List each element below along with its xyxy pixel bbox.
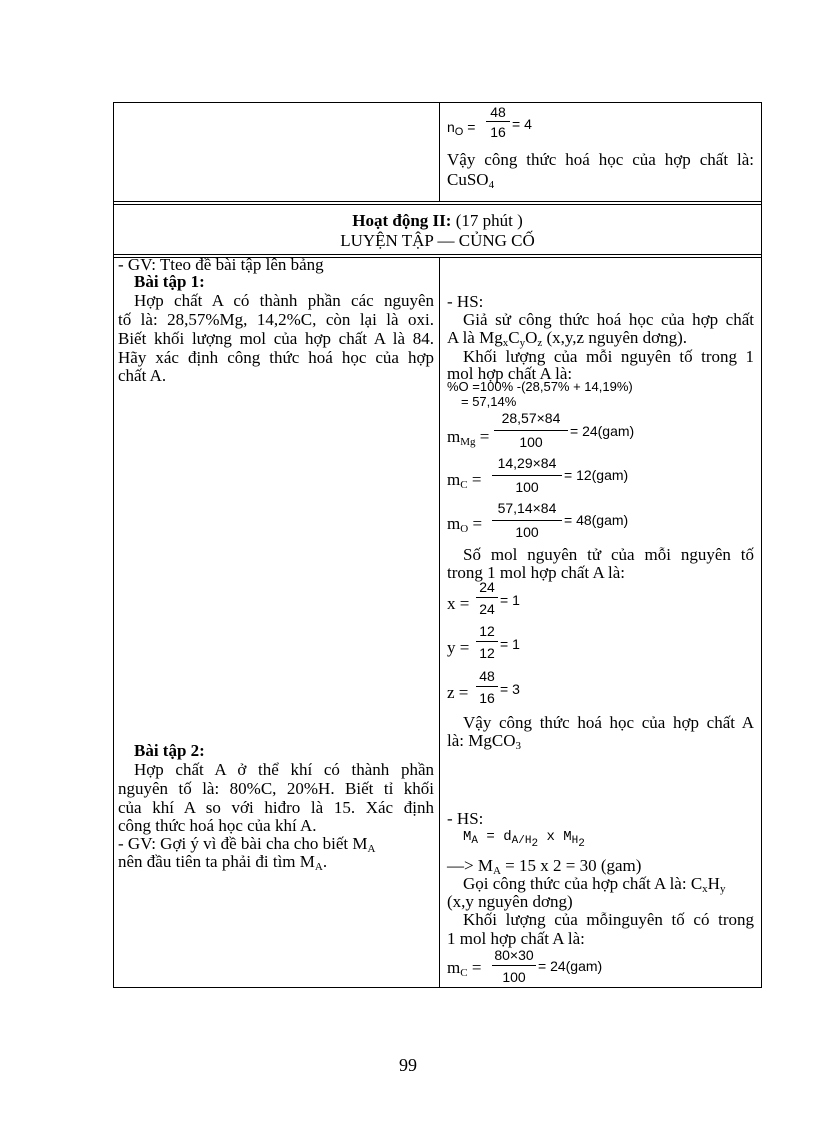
- conclusion-line: Vậy công thức hoá học của hợp chất A: [463, 713, 754, 732]
- y-denominator: 12: [479, 645, 495, 661]
- x-numerator: 24: [479, 579, 495, 595]
- m-c2-numerator: 80×30: [494, 947, 534, 963]
- m-mg-label: $m_{Mg}$ =: [447, 427, 490, 448]
- m-mg-result: = 24(gam): [570, 423, 635, 439]
- y-label: y =: [447, 638, 470, 657]
- mass-line: Khối lượng của mỗi nguyên tố trong 1: [463, 347, 754, 366]
- ma-calc: —> $M_A = 15$ x 2 = 30 (gam): [447, 856, 642, 877]
- y-result: = 1: [500, 636, 520, 652]
- conclusion-line: là: MgCO$_3$: [447, 731, 521, 752]
- fraction-bar: [492, 520, 562, 521]
- n-o-label: $n_O$ =: [447, 119, 476, 138]
- assume-line: Giả sử công thức hoá học của hợp chất: [463, 310, 754, 329]
- n-o-numerator: 48: [490, 104, 506, 120]
- z-result: = 3: [500, 681, 520, 697]
- m-mg-numerator: 28,57×84: [501, 410, 561, 426]
- ma-formula: $M_A = d_{A/H_2}$ x $M_{H_2}$: [463, 829, 585, 850]
- exercise-1-title: Bài tập 1:: [134, 272, 205, 291]
- m-o-result: = 48(gam): [564, 512, 629, 528]
- n-o-denominator: 16: [490, 124, 506, 140]
- m-c-denominator: 100: [515, 479, 539, 495]
- m-c2-denominator: 100: [502, 969, 526, 985]
- m-o-numerator: 57,14×84: [497, 500, 557, 516]
- assume-line: A là $Mg_xC_yO_z$ (x,y,z nguyên dơng).: [447, 328, 688, 349]
- page-number: 99: [399, 1055, 417, 1075]
- fraction-bar: [476, 686, 498, 687]
- fraction-bar: [486, 121, 510, 122]
- table-top-border: [113, 102, 762, 103]
- m-c-label: $m_C$ =: [447, 470, 482, 491]
- kl-line: Khối lượng của mỗinguyên tố có trong: [463, 910, 754, 929]
- section-subtitle: LUYỆN TẬP — CỦNG CỐ: [340, 231, 535, 250]
- table-right-border: [761, 102, 762, 988]
- m-c2-label: $m_C$ =: [447, 958, 482, 979]
- exercise-2-title: Bài tập 2:: [134, 741, 205, 760]
- x-result: = 1: [500, 592, 520, 608]
- exercise-2-line: Hợp chất A ở thể khí có thành phần: [134, 760, 434, 779]
- exercise-1-line: Hãy xác định công thức hoá học của hợp: [118, 348, 434, 367]
- column-divider: [439, 257, 440, 988]
- m-c2-result: = 24(gam): [538, 958, 603, 974]
- fraction-bar: [494, 430, 568, 431]
- column-divider: [439, 102, 440, 201]
- mol-line: Số mol nguyên tử của mỗi nguyên tố: [463, 545, 754, 564]
- m-c-result: = 12(gam): [564, 467, 629, 483]
- m-c-numerator: 14,29×84: [497, 455, 557, 471]
- goi-line: (x,y nguyên dơng): [447, 892, 573, 911]
- exercise-1-line: tố là: 28,57%Mg, 14,2%C, còn lại là oxi.: [118, 310, 434, 329]
- x-label: x =: [447, 594, 470, 613]
- hs-label: - HS:: [447, 292, 484, 311]
- exercise-1-line: chất A.: [118, 366, 167, 385]
- fraction-bar: [476, 641, 498, 642]
- row-separator: [113, 201, 762, 202]
- fraction-bar: [492, 475, 562, 476]
- exercise-2-line: công thức hoá học của khí A.: [118, 816, 317, 835]
- z-numerator: 48: [479, 668, 495, 684]
- n-o-result: = 4: [512, 116, 532, 132]
- z-denominator: 16: [479, 690, 495, 706]
- exercise-1-line: Biết khối lượng mol của hợp chất A là 84.: [118, 329, 434, 348]
- row-separator: [113, 204, 762, 205]
- z-label: z =: [447, 683, 469, 702]
- m-o-label: $m_O$ =: [447, 514, 483, 535]
- fraction-bar: [476, 597, 498, 598]
- mol-line: trong 1 mol hợp chất A là:: [447, 563, 626, 582]
- table-bottom-border: [113, 987, 762, 988]
- mass-line: mol hợp chất A là:: [447, 364, 573, 383]
- exercise-2-line: nguyên tố là: 80%C, 20%H. Biết tỉ khối: [118, 779, 434, 798]
- percent-o-line: = 57,14%: [461, 394, 517, 409]
- exercise-2-line: của khí A so với hiđro là 15. Xác định: [118, 798, 434, 817]
- percent-o-line: %O =100% -(28,57% + 14,19%): [447, 379, 633, 394]
- x-denominator: 24: [479, 601, 495, 617]
- y-numerator: 12: [479, 623, 495, 639]
- m-o-denominator: 100: [515, 524, 539, 540]
- m-mg-denominator: 100: [519, 434, 543, 450]
- gv-instruction: - GV: Tteo đề bài tập lên bảng: [118, 255, 324, 274]
- goi-line: Gọi công thức của hợp chất A là: $C_xH_y$: [463, 874, 726, 895]
- kl-line: 1 mol hợp chất A là:: [447, 929, 585, 948]
- row1-conclusion: Vậy công thức hoá học của hợp chất là:: [447, 150, 754, 169]
- fraction-bar: [492, 965, 536, 966]
- row1-formula: CuSO$_4$: [447, 170, 495, 191]
- hs-label: - HS:: [447, 809, 484, 828]
- gv-hint-line: nên đầu tiên ta phải đi tìm $M_A$.: [118, 852, 328, 873]
- exercise-1-line: Hợp chất A có thành phần các nguyên: [134, 291, 434, 310]
- gv-hint-line: - GV: Gợi ý vì đề bài cha cho biết $M_A$: [118, 834, 376, 855]
- section-title: Hoạt động II: (17 phút ): [352, 211, 523, 230]
